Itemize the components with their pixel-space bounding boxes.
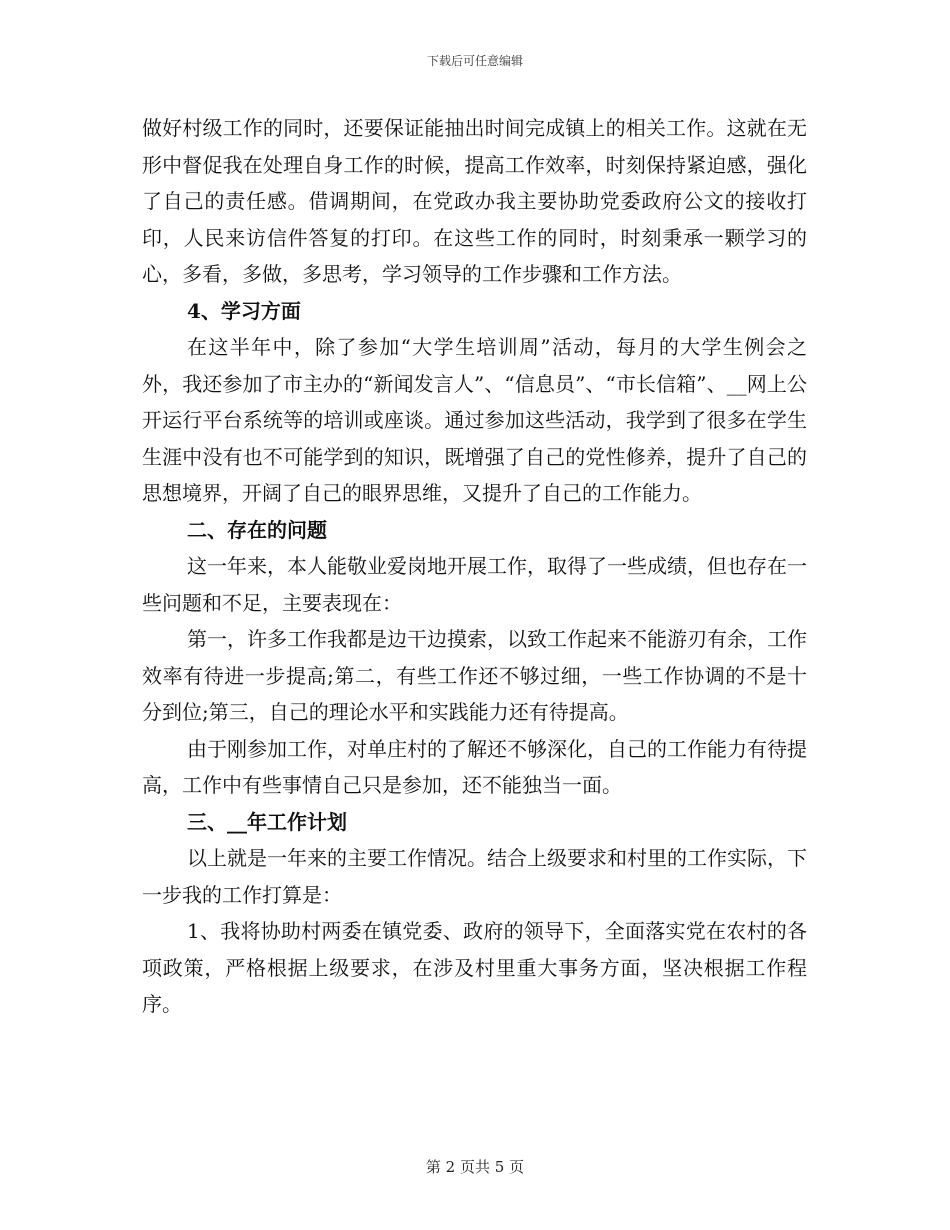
section-heading: 三、__年工作计划	[187, 809, 347, 834]
page-header-note: 下载后可任意编辑	[426, 54, 523, 68]
body-paragraph: 由于刚参加工作，对单庄村的了解还不够深化，自己的工作能力有待提高，工作中有些事情自己只是参加，还不能独当一面。	[142, 736, 807, 797]
document-body	[142, 110, 807, 1023]
body-paragraph: 第一，许多工作我都是边干边摸索，以致工作起来不能游刃有余，工作效率有待进一步提高;第二，有些工作还不够过细，一些工作协调的不是十分到位;第三，自己的理论水平和实践能力还有待提高。	[142, 627, 807, 724]
body-paragraph: 这一年来，本人能敬业爱岗地开展工作，取得了一些成绩，但也存在一些问题和不足，主要表现在：	[142, 554, 807, 615]
section-heading: 二、存在的问题	[187, 517, 327, 542]
body-paragraph: 在这半年中，除了参加“大学生培训周”活动，每月的大学生例会之外，我还参加了市主办的“新闻发言人”、“信息员”、“市长信箱”、__网上公开运行平台系统等的培训或座谈。通过参加这些活动，我学到了很多在学生生涯中没有也不可能学到的知识，既增强了自己的党性修养，提升了自己的思想境界，开阔了自己的眼界思维，又提升了自己的工作能力。	[142, 335, 807, 505]
body-paragraph: 以上就是一年来的主要工作情况。结合上级要求和村里的工作实际，下一步我的工作打算是：	[142, 846, 807, 907]
section-heading: 4、学习方面	[187, 298, 301, 323]
body-paragraph: 做好村级工作的同时，还要保证能抽出时间完成镇上的相关工作。这就在无形中督促我在处理自身工作的时候，提高工作效率，时刻保持紧迫感，强化了自己的责任感。借调期间，在党政办我主要协助党委政府公文的接收打印，人民来访信件答复的打印。在这些工作的同时，时刻秉承一颗学习的心，多看，多做，多思考，学习领导的工作步骤和工作方法。	[142, 116, 807, 286]
body-paragraph: 1、我将协助村两委在镇党委、政府的领导下，全面落实党在农村的各项政策，严格根据上级要求，在涉及村里重大事务方面，坚决根据工作程序。	[142, 919, 807, 1016]
page-number-footer: 第 2 页共 5 页	[425, 1158, 525, 1176]
